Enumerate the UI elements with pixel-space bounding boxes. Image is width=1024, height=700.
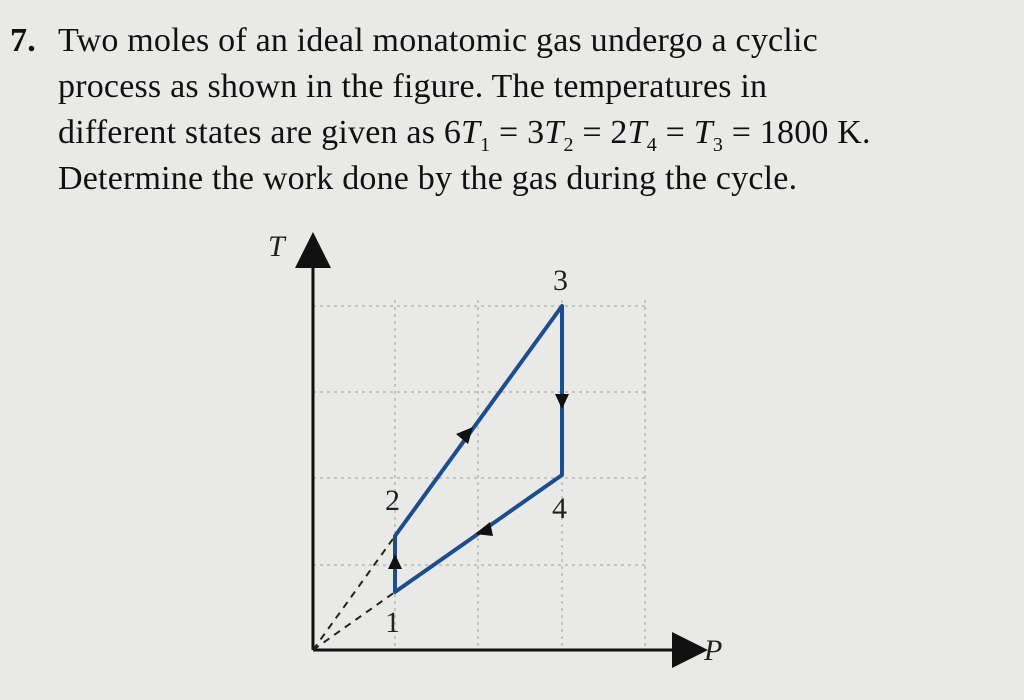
- temperature-subscript-4: 4: [646, 133, 657, 156]
- question-line-4: Determine the work done by the gas during the cycle.: [58, 160, 798, 197]
- equation-part-4: = 1800 K.: [723, 114, 871, 151]
- question-line-1: Two moles of an ideal monatomic gas undergo a cyclic: [58, 22, 818, 59]
- x-axis-label: P: [704, 634, 723, 667]
- question-line-2: process as shown in the figure. The temperatures in: [58, 68, 768, 105]
- state-label-3: 3: [553, 264, 568, 297]
- temperature-symbol-3: T: [693, 114, 713, 151]
- question-number: 7.: [10, 22, 36, 59]
- temperature-symbol-2: T: [544, 114, 564, 151]
- equation-part-2: = 2: [573, 114, 628, 151]
- arrow-state-3-to-4: [555, 394, 569, 409]
- equation-part-1: = 3: [490, 114, 545, 151]
- temperature-symbol-1: T: [461, 114, 481, 151]
- origin-to-state-1-dashed-line: [313, 592, 395, 650]
- origin-to-state-2-dashed-line: [313, 536, 395, 650]
- question-line-3-prefix: different states are given as 6: [58, 114, 462, 151]
- state-label-2: 2: [385, 484, 400, 517]
- equation-part-3: =: [656, 114, 694, 151]
- grid: [313, 300, 645, 650]
- state-label-1: 1: [385, 606, 400, 639]
- arrow-state-1-to-2: [388, 554, 402, 569]
- temperature-subscript-1: 1: [480, 133, 491, 156]
- temperature-symbol-4: T: [627, 114, 647, 151]
- temperature-subscript-3: 3: [712, 133, 724, 156]
- state-label-4: 4: [552, 492, 567, 525]
- y-axis-label: T: [268, 230, 285, 263]
- temperature-subscript-2: 2: [563, 133, 574, 156]
